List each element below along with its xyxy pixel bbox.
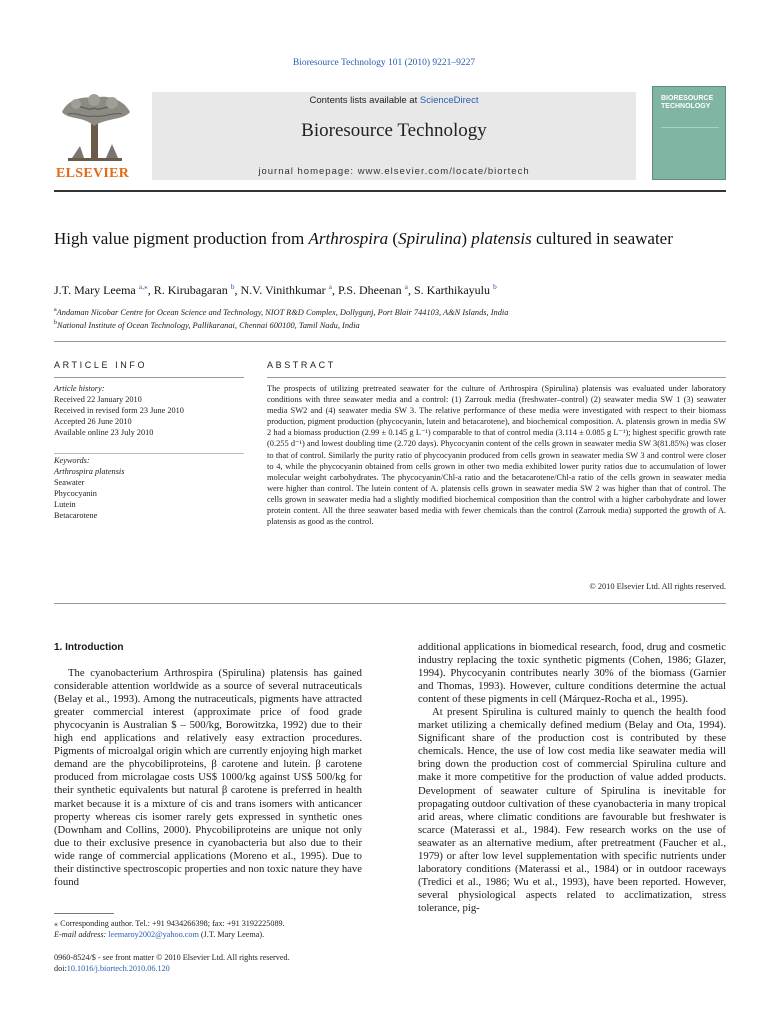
keyword-item: Phycocyanin bbox=[54, 489, 97, 498]
issn-doi-block bbox=[54, 952, 454, 974]
corresponding-contact: ⁎ Corresponding author. Tel.: +91 9434266398; fax: +91 3192225089. bbox=[54, 919, 285, 928]
section-heading-introduction: 1. Introduction bbox=[54, 642, 124, 653]
title-species: platensis bbox=[471, 229, 532, 248]
journal-reference[interactable]: Bioresource Technology 101 (2010) 9221–9227 bbox=[292, 58, 476, 68]
history-label: Article history: bbox=[54, 384, 105, 393]
journal-masthead bbox=[54, 84, 726, 184]
title-text: ( bbox=[388, 229, 399, 248]
history-received: Received 22 January 2010 bbox=[54, 395, 142, 404]
title-text: High value pigment production from bbox=[54, 229, 309, 248]
keywords bbox=[54, 455, 244, 521]
author: S. Karthikayulu $^b$ bbox=[413, 282, 497, 297]
masthead-divider bbox=[54, 190, 726, 192]
body-paragraph: At present Spirulina is cultured mainly to quench the health food market utilizing a chemically defined medium (Belay and Ota, 1994). Significant share of the production cost is contributed by these chemicals. Hence, the use of low cost media like seawater media will bring down the production cost of commercial Spirulina culture and make it more competitive for the production of value added products. Development of seawater culture of Spirulina is inevitable for propagating outdoor cultivation of these cyanobacteria in many tropical arid areas, where climatic conditions are favourable but freshwater is scarce (Materassi et al., 1984). Few research works on the use of seawater as an alternative medium, after pretreatment (Faucher et al., 1979) or after low level supplementation with specific nutrients under laboratory conditions (Materassi et al., 1984) or in outdoor raceways (Tredici et al., 1986; Wu et al., 1993), have been reported. However, several physiological aspects related to acclimatization, stress tolerance, pig- bbox=[418, 706, 726, 914]
contents-prefix: Contents lists available at bbox=[309, 95, 420, 106]
keyword-item: Arthrospira platensis bbox=[54, 467, 125, 476]
author-affiliation-mark[interactable]: a bbox=[404, 282, 408, 291]
affiliation-b: $^b$National Institute of Ocean Technology, Pallikaranai, Chennai 600100, Tamil Nadu, India bbox=[54, 319, 360, 330]
issn-line: 0960-8524/$ - see front matter © 2010 Elsevier Ltd. All rights reserved. bbox=[54, 953, 290, 962]
email-link[interactable]: leemaroy2002@yahoo.com bbox=[108, 930, 199, 939]
email-line: E-mail address: leemaroy2002@yahoo.com (J.T. Mary Leema). bbox=[54, 930, 265, 939]
affiliations bbox=[54, 305, 714, 331]
author: R. Kirubagaran $^b$, bbox=[153, 282, 241, 297]
footnote-divider bbox=[54, 913, 114, 914]
corresponding-author-footnote bbox=[54, 918, 362, 940]
publisher-name: ELSEVIER bbox=[56, 166, 130, 181]
abstract-copyright: © 2010 Elsevier Ltd. All rights reserved. bbox=[589, 582, 726, 591]
history-accepted: Accepted 26 June 2010 bbox=[54, 417, 132, 426]
contents-line bbox=[152, 95, 636, 106]
body-paragraph: The cyanobacterium Arthrospira (Spirulina) platensis has gained considerable attention worldwide as a source of several nutraceuticals (Belay et al., 1993). Among the nutraceuticals, pigments have attracted greater commercial interest (approximate price of food grade phycocyanin is Australian $ – 500/kg, Borowitzka, 1992) due to their high end applications and relatively easy extraction procedures. Pigments of microalgal origin which are currently enjoying high market demand are the phycobiliproteins, β carotene and lutein. β carotene produced from microlagae costs US$ 1000/kg against US$ 500/kg for their synthetic equivalents but natural β carotene is preferred in health market because it is a mixture of cis and trans isomers with anticancer property whereas cis isomer rarely gets expressed in synthetic ones (Downham and Collins, 2000). Phycobiliproteins are unique not only due to their exclusive presence in cyanobacteria but also due to their wide range of commercial applications (Moreno et al., 1995). Due to their distinctive spectroscopic properties and non toxic nature they have found bbox=[54, 667, 362, 888]
title-text: cultured in seawater bbox=[531, 229, 673, 248]
affiliation-a: $^a$Andaman Nicobar Centre for Ocean Science and Technology, NIOT R&D Complex, Dollygunj, Port Blair 744103, A&N Islands, India bbox=[54, 307, 509, 317]
title-genus: Arthrospira bbox=[308, 229, 389, 248]
doi-link[interactable]: 10.1016/j.biortech.2010.06.120 bbox=[66, 964, 170, 973]
affiliation-divider bbox=[54, 341, 726, 342]
author-affiliation-mark[interactable]: b bbox=[492, 282, 497, 291]
abstract-bottom-divider bbox=[54, 603, 726, 604]
body-column-left bbox=[54, 641, 362, 889]
author-list bbox=[54, 282, 714, 298]
history-revised: Received in revised form 23 June 2010 bbox=[54, 406, 184, 415]
abstract-text: The prospects of utilizing pretreated seawater for the culture of Arthrospira (Spirulina) platensis was evaluated under laboratory conditions with three seawater media and a control: (1) Zarrouk media (freshwater–control) (2) seawater media SW 1 (3) seawater media SW2 and (4) seawater media SW 3. The relative performance of these media were investigated with respect to their biomass production, pigment production (phycocyanin, lutein and betacarotene), and biochemical composition. A. platensis grown in media SW 2 had a biomass production (2.99 ± 0.145 g L⁻¹) comparable to that of control media (3.114 ± 0.085 g L⁻¹); highest specific growth rate (0.255 d⁻¹) and lowest doubling time (2.720 days). Phycocyanin content of the cells grown in seawater media SW 3(81.85%) was closer to that of control. Similarly the purity ratio of phycocyanin produced from cells grown in seawater media SW 3 and control were closer to 4, while the phycocyanin obtained from cells grown in other two media exhibited lower purity ratios due to accumulation of lower molecular weight carbohydrates. The phycocyanin/Chl-a ratio and the betacarotene/Chl-a ratio of the cells grown in seawater media were higher than control. The lutein content of A. platensis cells grown in seawater media SW 2 was higher than that of control. The cells grown in seawater media had a slightly modified biochemical composition than the control with a higher carbohydrate and lower protein content. All the three seawater based media with fewer chemicals than the control (Zarrouk media) supported the growth of A. platensis as good as the control. bbox=[267, 384, 726, 527]
abstract-divider bbox=[267, 377, 726, 378]
keywords-label: Keywords: bbox=[54, 456, 90, 465]
author: N.V. Vinithkumar $^a$, bbox=[240, 282, 338, 297]
keyword-item: Lutein bbox=[54, 500, 76, 509]
title-text: ) bbox=[461, 229, 472, 248]
cover-title: BIORESOURCE TECHNOLOGY bbox=[661, 95, 714, 110]
title-genus-alt: Spirulina bbox=[398, 229, 462, 248]
author-affiliation-mark[interactable]: b bbox=[230, 282, 235, 291]
author-affiliation-mark[interactable]: a bbox=[328, 282, 332, 291]
sciencedirect-link[interactable]: ScienceDirect bbox=[419, 95, 479, 106]
history-online: Available online 23 July 2010 bbox=[54, 428, 154, 437]
journal-cover-thumbnail[interactable] bbox=[652, 86, 726, 180]
journal-banner bbox=[152, 92, 636, 180]
doi-line: doi:10.1016/j.biortech.2010.06.120 bbox=[54, 964, 170, 973]
body-column-right bbox=[418, 641, 726, 915]
cover-decoration bbox=[661, 127, 719, 173]
journal-homepage[interactable]: journal homepage: www.elsevier.com/locate/biortech bbox=[258, 166, 530, 177]
author: J.T. Mary Leema $^{a,⁎}$, bbox=[54, 282, 154, 297]
keyword-item: Betacarotene bbox=[54, 511, 98, 520]
article-history bbox=[54, 383, 244, 438]
body-paragraph: additional applications in biomedical research, food, drug and cosmetic industry replacing the toxic synthetic pigments (Cohen, 1986; Glazer, 1994). Phycocyanin contributes nearly 30% of the biomass (Garnier and Thomas, 1993). However, culture conditions determine the actual content of these pigments in cell (Márquez-Rocha et al., 1995). bbox=[418, 641, 726, 706]
article-info-divider bbox=[54, 377, 244, 378]
keywords-divider bbox=[54, 453, 244, 454]
abstract-heading: ABSTRACT bbox=[267, 360, 336, 370]
article-info-heading: ARTICLE INFO bbox=[54, 360, 148, 370]
author: P.S. Dheenan $^a$, bbox=[337, 282, 414, 297]
article-title bbox=[54, 228, 694, 250]
author-affiliation-mark[interactable]: a,⁎ bbox=[138, 282, 148, 291]
keyword-item: Seawater bbox=[54, 478, 85, 487]
journal-name: Bioresource Technology bbox=[301, 120, 487, 141]
